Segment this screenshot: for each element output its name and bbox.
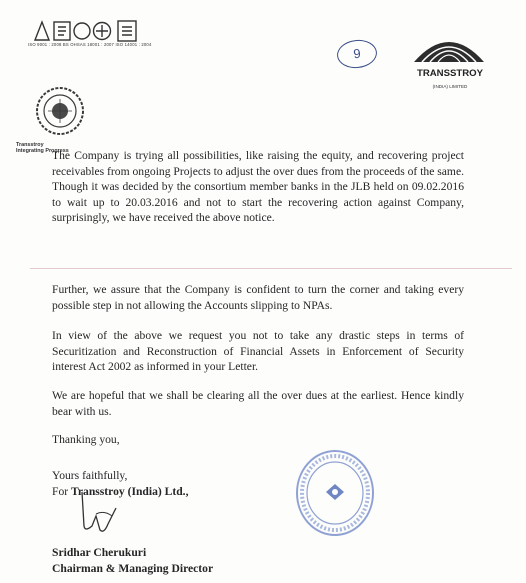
certification-icons — [32, 18, 146, 44]
cert-logo-1-icon — [35, 22, 49, 40]
brand-name: TRANSSTROY — [416, 68, 484, 79]
seal-caption-text: Transstroy Integrating Progress — [16, 142, 69, 155]
signatory-title: Chairman & Managing Director — [52, 562, 214, 575]
paragraph-4: We are hopeful that we shall be clearing all the over dues at the earliest. Hence kindly bear with us. — [52, 389, 464, 418]
closing-company-name: Transstroy (India) Ltd., — [71, 485, 189, 498]
brand-subtitle: (INDIA) LIMITED — [432, 84, 468, 89]
cert-logo-3-icon — [74, 23, 90, 39]
closing-thanks: Thanking you, — [52, 433, 120, 446]
official-stamp-icon — [294, 448, 376, 538]
closing-for-prefix: For — [52, 485, 72, 498]
page-number: 9 — [336, 38, 379, 70]
signatory-name: Sridhar Cherukuri — [52, 546, 147, 559]
divider-line — [30, 268, 512, 269]
handwritten-signature-icon — [78, 486, 134, 538]
certification-codes: ISO 9001 : 2008 BS OHSAS 18001 : 2007 ISO 14001 : 2004 — [28, 42, 152, 47]
certification-logos — [32, 18, 146, 44]
paragraph-3: In view of the above we request you not to take any drastic steps in terms of Securitization and Reconstruction of Financial Assets in Enforcement of Security interest Act 2002 as informed in your Letter. — [52, 329, 464, 374]
paragraph-1: The Company is trying all possibilities, like raising the equity, and recovering project receivables from ongoing Projects to adjust the over dues from the proceeds of the same. Though it was decided by the consortium member banks in the JLB held on 09.02.2016 to wait up to 20.03.2016 and not to start the recovering action against Company, surprisingly, we have received the above notice. — [52, 149, 464, 225]
company-seal-icon — [34, 85, 86, 137]
transstroy-logo-icon — [408, 28, 490, 64]
paragraph-2: Further, we assure that the Company is confident to turn the corner and taking every possible step in not allowing the Accounts slipping to NPAs. — [52, 283, 464, 312]
closing-yours: Yours faithfully, — [52, 469, 128, 482]
